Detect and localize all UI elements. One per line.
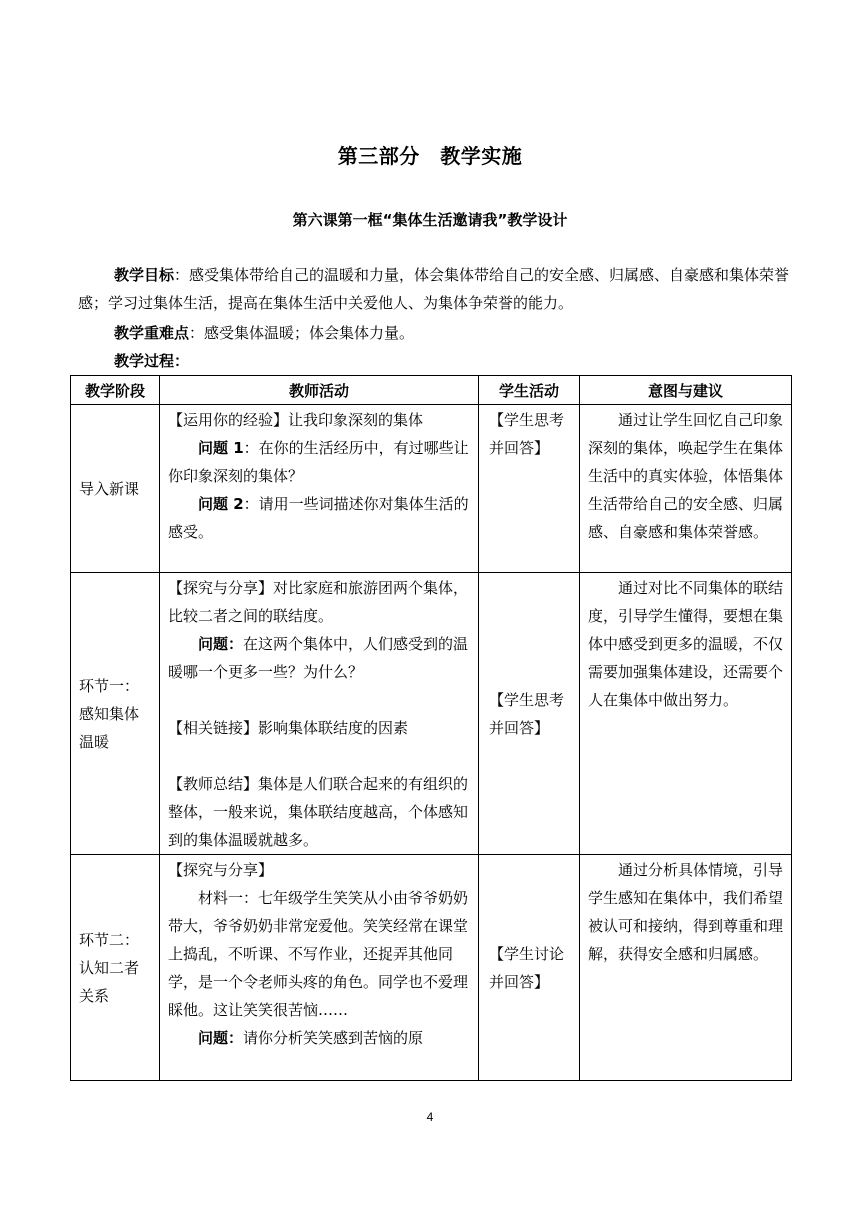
teaching-process <box>114 347 826 375</box>
intent-cell: 通过让学生回忆自己印象深刻的集体，唤起学生在集体生活中的真实体验，体悟集体生活带给自己的安全感、归属感、自豪感和集体荣誉感。 <box>580 405 792 573</box>
material-text: 材料一：七年级学生笑笑从小由爷爷奶奶带大，爷爷奶奶非常宠爱他。笑笑经常在课堂上捣乱，不听课、不写作业，还捉弄其他同学，是一个令老师头疼的角色。同学也不爱理睬他。这让笑笑很苦恼…… <box>168 889 469 1019</box>
header-stage: 教学阶段 <box>71 376 160 405</box>
student-activity-cell: 【学生思考并回答】 <box>479 405 580 573</box>
teacher-activity-cell <box>160 855 479 1081</box>
stage-cell: 环节二：认知二者关系 <box>71 855 160 1081</box>
question-2-label: 问题 2 <box>198 495 244 513</box>
spacer <box>168 742 472 770</box>
intent-cell: 通过分析具体情境，引导学生感知在集体中，我们希望被认可和接纳，得到尊重和理解，获得安全感和归属感。 <box>580 855 792 1081</box>
teaching-difficulty-text: ：感受集体温暖；体会集体力量。 <box>189 324 415 342</box>
teacher-activity-line: 【运用你的经验】让我印象深刻的集体 <box>168 411 424 429</box>
teaching-process-label: 教学过程： <box>114 352 190 370</box>
teacher-activity-line: 【探究与分享】对比家庭和旅游团两个集体，比较二者之间的联结度。 <box>168 579 469 625</box>
stage-cell: 导入新课 <box>71 405 160 573</box>
question-1-label: 问题 1 <box>198 439 244 457</box>
question <box>168 630 472 686</box>
question-2-text: ：请用一些词描述你对集体生活的感受。 <box>168 495 469 541</box>
question-1-text: ：在你的生活经历中，有过哪些让你印象深刻的集体？ <box>168 439 469 485</box>
header-student-activity: 学生活动 <box>479 376 580 405</box>
student-activity-cell: 【学生思考并回答】 <box>479 573 580 855</box>
teaching-difficulty <box>114 319 826 347</box>
table-header-row <box>71 376 792 405</box>
intent-cell: 通过对比不同集体的联结度，引导学生懂得，要想在集体中感受到更多的温暖，不仅需要加强集体建设，还需要个人在集体中做出努力。 <box>580 573 792 855</box>
question-1 <box>168 434 472 490</box>
page-number: 4 <box>426 1110 434 1124</box>
question-2 <box>168 490 472 546</box>
teacher-activity-line: 【探究与分享】 <box>168 861 274 879</box>
question <box>168 1024 472 1052</box>
table-row <box>71 405 792 573</box>
page-title: 第三部分 教学实施 <box>337 144 523 168</box>
lesson-plan-table <box>70 375 792 1081</box>
header-intent: 意图与建议 <box>580 376 792 405</box>
teacher-activity-cell <box>160 573 479 855</box>
stage-cell: 环节一：感知集体温暖 <box>71 573 160 855</box>
teaching-difficulty-label: 教学重难点 <box>114 324 190 342</box>
teaching-goals-label: 教学目标 <box>114 266 175 284</box>
table-row <box>71 855 792 1081</box>
teaching-goals <box>78 261 790 317</box>
spacer <box>168 686 472 714</box>
question-text: 在这两个集体中，人们感受到的温暖哪一个更多一些？为什么？ <box>168 635 469 681</box>
lesson-subtitle: 第六课第一框“集体生活邀请我”教学设计 <box>292 211 568 229</box>
question-label: 问题： <box>198 1029 244 1047</box>
student-activity-cell: 【学生讨论并回答】 <box>479 855 580 1081</box>
teacher-activity-cell <box>160 405 479 573</box>
question-label: 问题： <box>198 635 244 653</box>
header-teacher-activity: 教师活动 <box>160 376 479 405</box>
table-row <box>71 573 792 855</box>
teacher-summary: 【教师总结】集体是人们联合起来的有组织的整体，一般来说，集体联结度越高，个体感知到的集体温暖就越多。 <box>168 775 469 849</box>
teaching-goals-text: ：感受集体带给自己的温暖和力量，体会集体带给自己的安全感、归属感、自豪感和集体荣誉感；学习过集体生活，提高在集体生活中关爱他人、为集体争荣誉的能力。 <box>78 266 790 312</box>
question-text: 请你分析笑笑感到苦恼的原 <box>243 1029 424 1047</box>
related-link: 【相关链接】影响集体联结度的因素 <box>168 719 409 737</box>
